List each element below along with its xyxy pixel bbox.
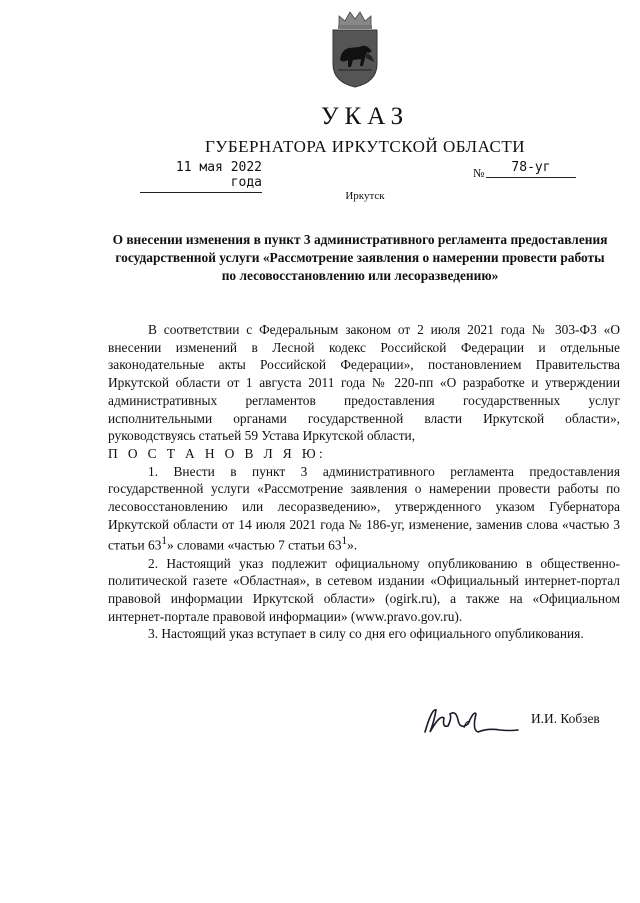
decree-body [108, 321, 620, 643]
decree-date: 11 мая 2022 года [140, 160, 262, 193]
decree-heading: О внесении изменения в пункт 3 административного регламента предоставления государственной услуги «Рассмотрение заявления о намерении провести работы по лесовосстановлению или лесоразведению» [112, 232, 608, 283]
decree-subtitle: ГУБЕРНАТОРА ИРКУТСКОЙ ОБЛАСТИ [204, 137, 526, 156]
item-1-superscript-b: 1 [341, 535, 348, 548]
item-1-text-a: 1. Внести в пункт 3 административного регламента предоставления государственной услуги «Рассмотрение заявления о намерении провести работы по лесовосстановлению или лесоразведению», утвержденного указом Губернатора Иркутской области от 14 июля 2021 года № 186-уг, изменение, заменив слова «частью 3 статьи 63 [108, 463, 620, 553]
decree-number: 78-уг [486, 160, 576, 178]
item-1-text-b: » словами «частью 7 статьи 63 [167, 537, 342, 553]
preamble-paragraph: В соответствии с Федеральным законом от 2 июля 2021 года № 303-ФЗ «О внесении изменений в Лесной кодекс Российской Федерации и отдельные законодательные акты Российской Федерации», постановлением Правительства Иркутской области от 1 августа 2011 года № 220-пп «О разработке и утверждении административных регламентов предоставления государственных услуг исполнительными органами государственной власти Иркутской области», руководствуясь статьей 59 Устава Иркутской области, [108, 322, 620, 444]
coat-of-arms-icon [329, 8, 381, 88]
item-1-paragraph [108, 463, 620, 555]
item-1-text-c: ». [347, 537, 358, 553]
decree-title: УКАЗ [320, 103, 410, 130]
signer-name: И.И. Кобзев [531, 711, 600, 726]
decree-number-label: № [473, 166, 485, 180]
item-1-superscript-a: 1 [161, 535, 167, 548]
signature-icon [420, 700, 520, 745]
item-2-paragraph: 2. Настоящий указ подлежит официальному опубликованию в общественно-политической газете «Областная», в сетевом издании «Официальный интернет-портал правовой информации Иркутской области» (ogirk.ru), а также на «Официальном интернет-портале правовой информации» (www.pravo.gov.ru). [108, 555, 620, 624]
decree-city: Иркутск [345, 190, 385, 202]
item-3-paragraph: 3. Настоящий указ вступает в силу со дня его официального опубликования. [148, 626, 584, 642]
postanovlyau-heading: П О С Т А Н О В Л Я Ю: [108, 445, 327, 461]
